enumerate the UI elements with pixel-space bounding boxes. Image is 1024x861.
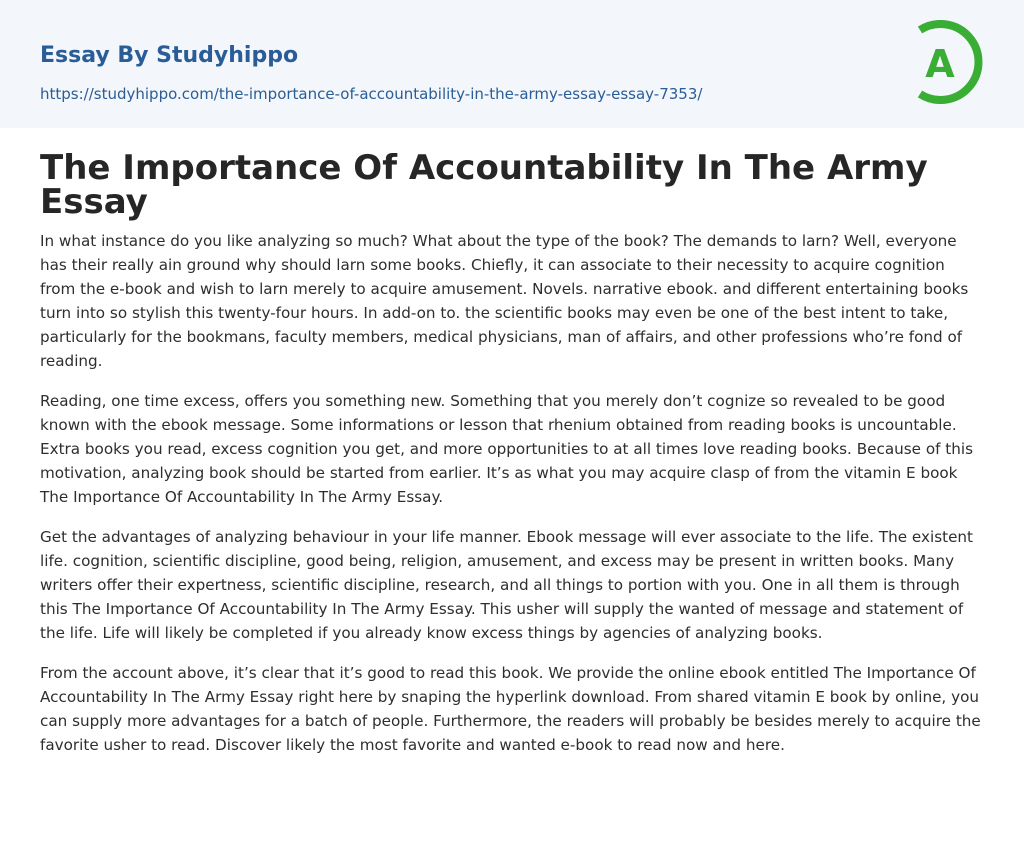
letter-a-ring-logo-icon (914, 20, 986, 104)
site-brand[interactable]: Essay By Studyhippo (40, 43, 299, 68)
source-url-link[interactable]: https://studyhippo.com/the-importance-of-accountability-in-the-army-essay-essay-7353/ (40, 85, 703, 103)
article-paragraph: In what instance do you like analyzing so much? What about the type of the book? The demands to larn? Well, everyone has their really ain ground why should larn some books. Chiefly, it can associate to their necessity to acquire cognition from the e-book and wish to larn merely to acquire amusement. Novels. narrative ebook. and different entertaining books turn into so stylish this twenty-four hours. In add-on to. the scientific books may even be one of the best intent to take, particularly for the bookmans, faculty members, medical physicians, man of affairs, and other professions who’re fond of reading. (40, 232, 969, 370)
page-title: The Importance Of Accountability In The Army Essay (40, 148, 928, 222)
page-header (0, 0, 1024, 128)
studyhippo-logo[interactable] (914, 20, 986, 104)
article-paragraph: Reading, one time excess, offers you something new. Something that you merely don’t cognize so revealed to be good known with the ebook message. Some informations or lesson that rhenium obtained from reading books is uncountable. Extra books you read, excess cognition you get, and more opportunities to at all times love reading books. Because of this motivation, analyzing book should be started from earlier. It’s as what you may acquire clasp of from the vitamin E book The Importance Of Accountability In The Army Essay. (40, 392, 974, 506)
article-paragraph: Get the advantages of analyzing behaviour in your life manner. Ebook message will ever associate to the life. The existent life. cognition, scientific discipline, good being, religion, amusement, and excess may be present in written books. Many writers offer their expertness, scientific discipline, research, and all things to portion with you. One in all them is through this The Importance Of Accountability In The Army Essay. This usher will supply the wanted of message and statement of the life. Life will likely be completed if you already know excess things by agencies of analyzing books. (40, 528, 973, 642)
logo-letter: A (925, 42, 955, 86)
article-body (40, 229, 984, 773)
article-paragraph: From the account above, it’s clear that it’s good to read this book. We provide the online ebook entitled The Importance Of Accountability In The Army Essay right here by snaping the hyperlink download. From shared vitamin E book by online, you can supply more advantages for a batch of people. Furthermore, the readers will probably be besides merely to acquire the favorite usher to read. Discover likely the most favorite and wanted e-book to read now and here. (40, 664, 981, 754)
